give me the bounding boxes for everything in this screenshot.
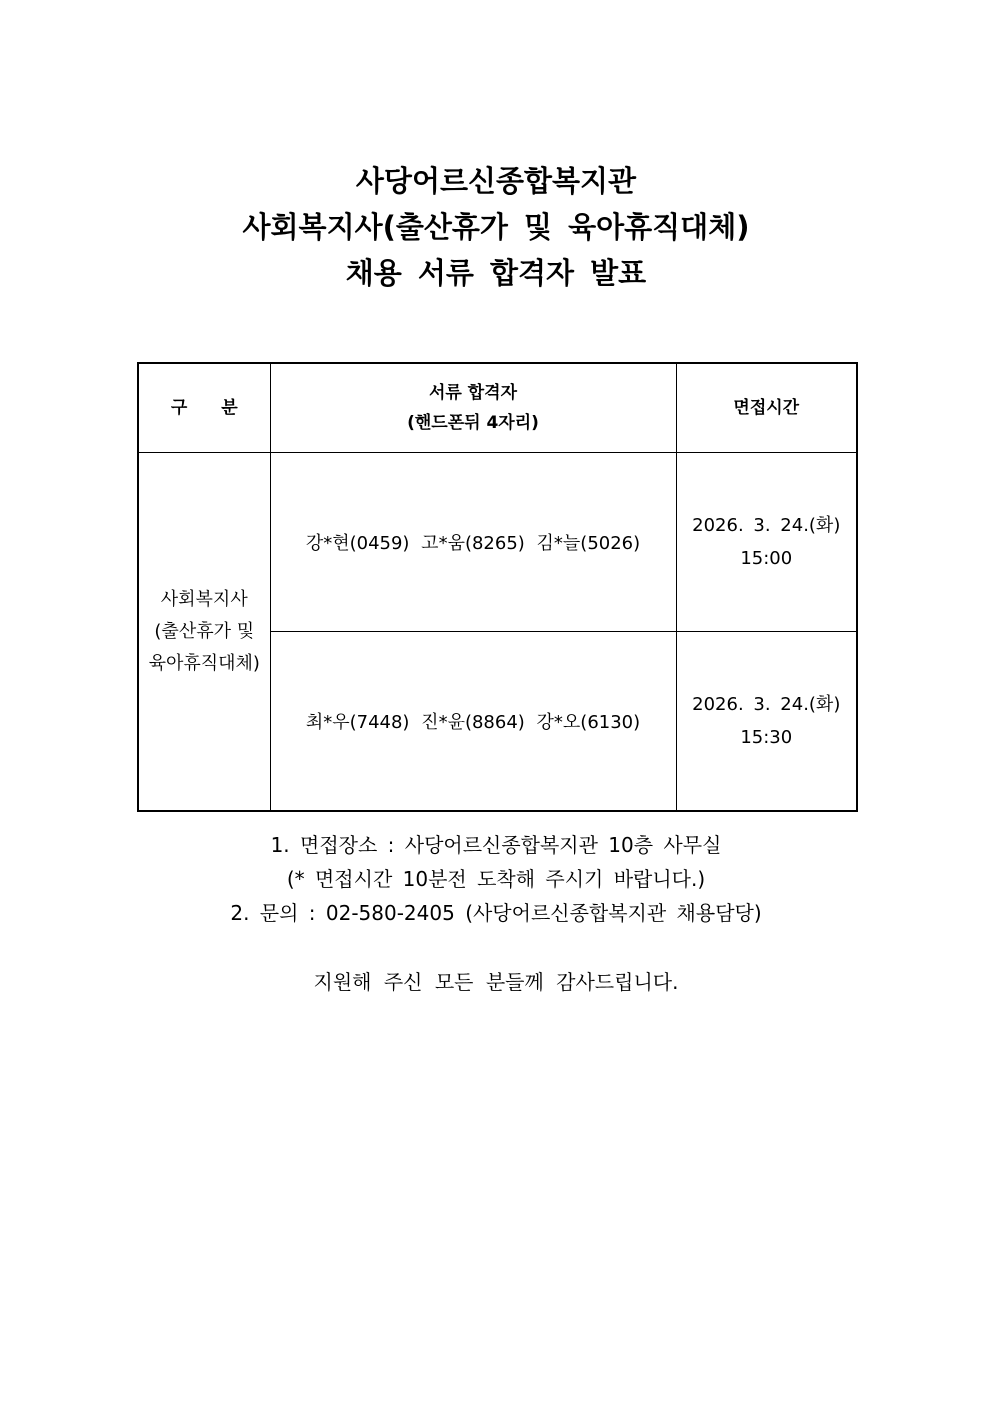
passers-cell: 강*현(0459) 고*움(8265) 김*늘(5026) <box>270 453 676 632</box>
results-table <box>137 362 858 812</box>
interview-time: 15:30 <box>740 727 793 748</box>
header-interview-time: 면접시간 <box>676 363 857 453</box>
title-announcement: 채용 서류 합격자 발표 <box>345 256 647 290</box>
category-line1: 사회복지사 <box>160 588 248 610</box>
closing-message: 지원해 주신 모든 분들께 감사드립니다. <box>313 970 679 994</box>
interview-date: 2026. 3. 24.(화) <box>692 694 841 715</box>
notes-section <box>0 828 992 930</box>
note-inquiry: 2. 문의 : 02-580-2405 (사당어르신종합복지관 채용담당) <box>230 901 762 925</box>
note-arrival-notice: (* 면접시간 10분전 도착해 주시기 바랍니다.) <box>286 867 706 891</box>
interview-time-cell <box>676 632 857 812</box>
interview-date: 2026. 3. 24.(화) <box>692 515 841 536</box>
note-interview-location: 1. 면접장소 : 사당어르신종합복지관 10층 사무실 <box>270 833 722 857</box>
header-passers-line1: 서류 합격자 <box>428 383 518 403</box>
category-cell <box>138 453 270 812</box>
header-passers <box>270 363 676 453</box>
document-title <box>0 158 992 296</box>
table-header-row <box>138 363 857 453</box>
header-passers-line2: (핸드폰뒤 4자리) <box>407 413 539 433</box>
title-position: 사회복지사(출산휴가 및 육아휴직대체) <box>242 210 750 244</box>
table-row <box>138 453 857 632</box>
interview-time: 15:00 <box>740 548 793 569</box>
interview-time-cell <box>676 453 857 632</box>
title-organization: 사당어르신종합복지관 <box>355 164 637 198</box>
header-category: 구 분 <box>138 363 270 453</box>
passers-cell: 최*우(7448) 진*윤(8864) 강*오(6130) <box>270 632 676 812</box>
category-line2: (출산휴가 및 <box>154 620 255 642</box>
category-line3: 육아휴직대체) <box>148 652 260 674</box>
